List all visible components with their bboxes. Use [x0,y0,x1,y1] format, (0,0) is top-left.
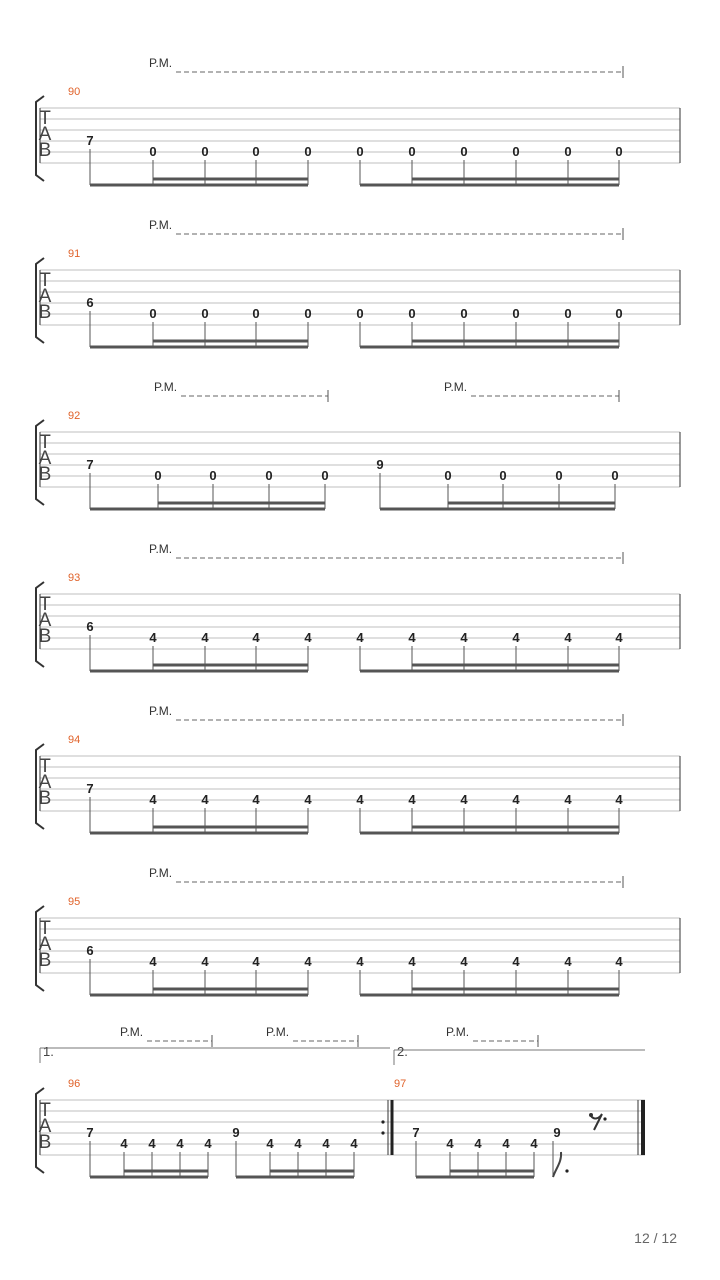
fret-number: 4 [201,630,209,645]
fret-number: 4 [204,1136,212,1151]
fret-number: 4 [149,630,157,645]
fret-number: 0 [154,468,162,483]
fret-number: 4 [564,630,572,645]
tab-system [36,380,680,509]
repeat-dot [381,1120,384,1123]
fret-number: 4 [615,792,623,807]
tab-clef-letter: B [38,788,52,809]
tab-clef-letter: T [39,1100,51,1121]
palm-mute-label: P.M. [149,542,173,556]
fret-number: 4 [615,954,623,969]
fret-number: 4 [304,792,312,807]
eighth-rest-head [589,1113,593,1117]
palm-mute-label: P.M. [154,380,178,394]
fret-number: 7 [412,1125,420,1140]
fret-number: 4 [266,1136,274,1151]
volta-2-label: 2. [397,1044,408,1059]
fret-number: 4 [460,954,468,969]
tab-clef-letter: T [39,432,51,453]
fret-number: 0 [564,144,572,159]
fret-number: 0 [499,468,507,483]
measure-number: 93 [68,572,81,584]
tab-system [36,56,680,185]
tab-clef-letter: B [38,1132,52,1153]
fret-number: 0 [149,306,157,321]
fret-number: 0 [356,306,364,321]
fret-number: 0 [149,144,157,159]
tab-clef-letter: A [38,124,52,145]
fret-number: 4 [564,792,572,807]
tab-clef-letter: A [38,286,52,307]
fret-number: 4 [356,954,364,969]
tab-system [36,866,680,995]
palm-mute-label: P.M. [149,866,173,880]
tab-clef-letter: T [39,108,51,129]
fret-number: 0 [564,306,572,321]
fret-number: 0 [615,144,623,159]
fret-number: 4 [120,1136,128,1151]
palm-mute-label: P.M. [446,1025,470,1039]
palm-mute-label: P.M. [120,1025,144,1039]
fret-number: 4 [304,630,312,645]
tab-clef-letter: T [39,594,51,615]
fret-number: 4 [149,954,157,969]
fret-number: 4 [201,954,209,969]
fret-number: 4 [408,792,416,807]
fret-number: 0 [615,306,623,321]
fret-number: 6 [86,619,94,634]
tab-clef-letter: A [38,610,52,631]
fret-number: 6 [86,295,94,310]
fret-number: 4 [350,1136,358,1151]
tab-clef-letter: B [38,626,52,647]
tab-clef-letter: T [39,918,51,939]
fret-number: 4 [149,792,157,807]
palm-mute-label: P.M. [444,380,468,394]
tab-clef-letter: B [38,140,52,161]
page-number: 12 / 12 [634,1230,677,1246]
fret-number: 9 [376,457,384,472]
tab-clef-letter: A [38,934,52,955]
fret-number: 0 [209,468,217,483]
fret-number: 4 [502,1136,510,1151]
tab-clef-letter: B [38,950,52,971]
fret-number: 4 [512,630,520,645]
measure-number: 97 [394,1078,407,1090]
fret-number: 0 [252,144,260,159]
fret-number: 4 [460,792,468,807]
fret-number: 0 [304,306,312,321]
fret-number: 4 [294,1136,302,1151]
measure-number: 94 [68,734,81,746]
repeat-dot [381,1131,384,1134]
fret-number: 4 [408,630,416,645]
fret-number: 4 [474,1136,482,1151]
fret-number: 4 [252,792,260,807]
fret-number: 0 [321,468,329,483]
tab-system [36,704,680,833]
fret-number: 0 [265,468,273,483]
fret-number: 4 [356,792,364,807]
fret-number: 0 [408,306,416,321]
fret-number: 7 [86,457,94,472]
tab-clef-letter: B [38,302,52,323]
palm-mute-label: P.M. [149,56,173,70]
fret-number: 0 [460,306,468,321]
measure-number: 92 [68,410,81,422]
fret-number: 0 [611,468,619,483]
fret-number: 4 [356,630,364,645]
fret-number: 0 [201,144,209,159]
fret-number: 4 [530,1136,538,1151]
measure-number: 91 [68,248,81,260]
fret-number: 0 [408,144,416,159]
fret-number: 4 [408,954,416,969]
tab-clef-letter: A [38,1116,52,1137]
fret-number: 4 [176,1136,184,1151]
tab-clef-letter: A [38,772,52,793]
fret-number: 0 [201,306,209,321]
tab-clef-letter: T [39,270,51,291]
fret-number: 9 [232,1125,240,1140]
fret-number: 0 [512,306,520,321]
fret-number: 0 [555,468,563,483]
fret-number: 0 [460,144,468,159]
fret-number: 0 [252,306,260,321]
tab-system-final [36,1025,645,1177]
fret-number: 9 [553,1125,561,1140]
palm-mute-label: P.M. [149,704,173,718]
dotted-note-dot [565,1169,568,1172]
fret-number: 4 [322,1136,330,1151]
fret-number: 4 [512,954,520,969]
fret-number: 0 [512,144,520,159]
volta-1-label: 1. [43,1044,54,1059]
measure-number: 96 [68,1078,81,1090]
measure-number: 90 [68,86,81,98]
eighth-note-flag [553,1152,561,1177]
fret-number: 4 [615,630,623,645]
fret-number: 4 [460,630,468,645]
palm-mute-label: P.M. [149,218,173,232]
measure-number: 95 [68,896,81,908]
tab-clef-letter: A [38,448,52,469]
fret-number: 4 [564,954,572,969]
fret-number: 7 [86,1125,94,1140]
tab-system [36,542,680,671]
fret-number: 0 [444,468,452,483]
tab-clef-letter: B [38,464,52,485]
fret-number: 7 [86,781,94,796]
tab-clef-letter: T [39,756,51,777]
tab-system [36,218,680,347]
rest-dot [603,1117,606,1120]
fret-number: 4 [512,792,520,807]
fret-number: 4 [304,954,312,969]
fret-number: 4 [252,630,260,645]
fret-number: 4 [201,792,209,807]
fret-number: 4 [252,954,260,969]
fret-number: 6 [86,943,94,958]
fret-number: 0 [304,144,312,159]
palm-mute-label: P.M. [266,1025,290,1039]
fret-number: 7 [86,133,94,148]
fret-number: 0 [356,144,364,159]
fret-number: 4 [446,1136,454,1151]
fret-number: 4 [148,1136,156,1151]
